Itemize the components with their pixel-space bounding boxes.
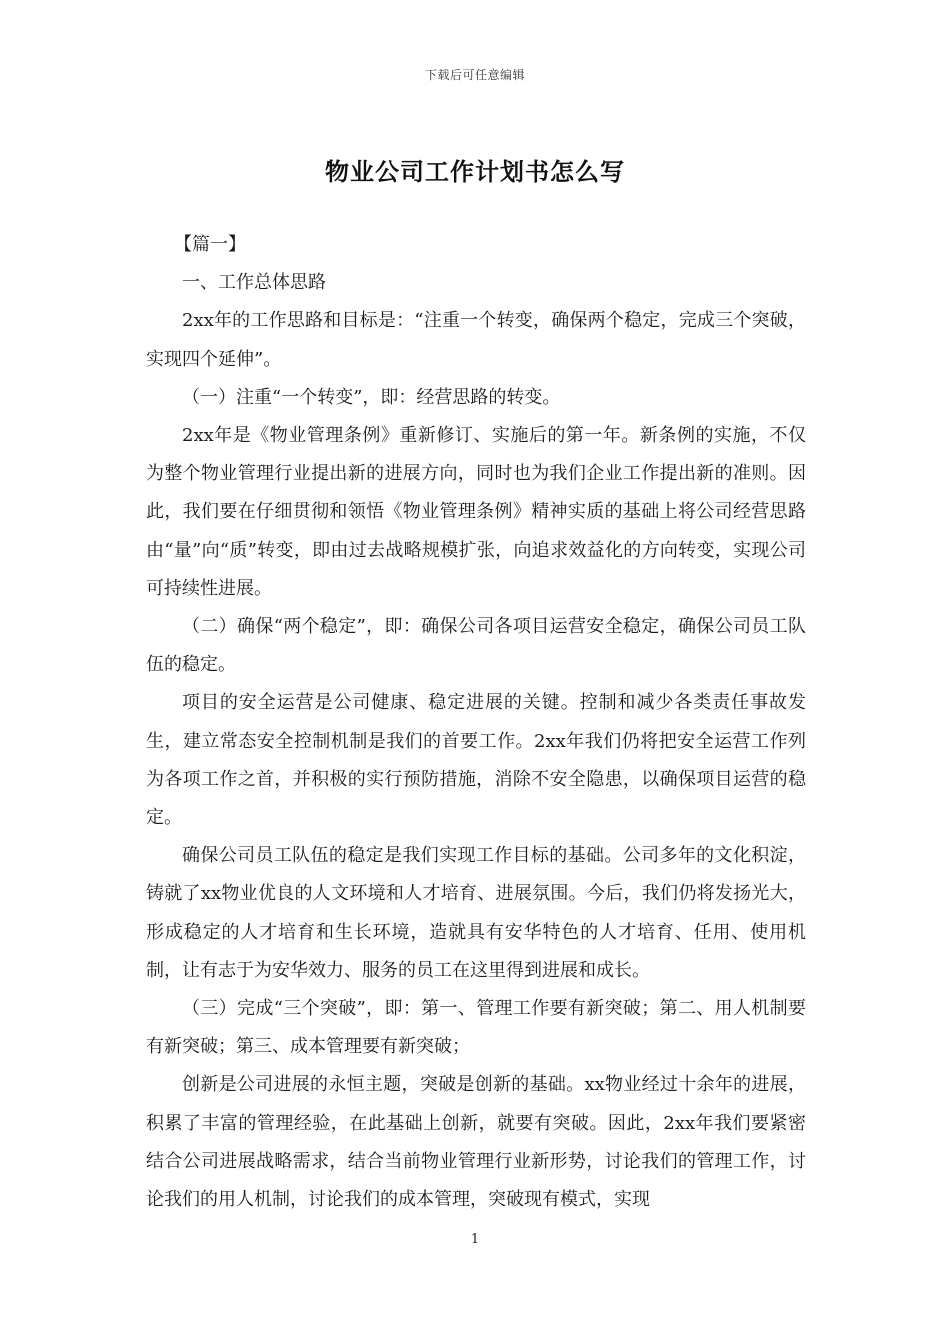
paragraph: 2xx年是《物业管理条例》重新修订、实施后的第一年。新条例的实施，不仅为整个物业管理行业提出新的进展方向，同时也为我们企业工作提出新的准则。因此，我们要在仔细贯彻和领悟《物业管理条例》精神实质的基础上将公司经营思路由“量”向“质”转变，即由过去战略规模扩张，向追求效益化的方向转变，实现公司可持续性进展。 [146,425,806,599]
subheading-two-stabilities: （二）确保“两个稳定”，即：确保公司各项目运营安全稳定，确保公司员工队伍的稳定。 [146,616,806,676]
page-number: 1 [470,1232,480,1247]
document-body [146,226,806,1219]
paragraph: 创新是公司进展的永恒主题，突破是创新的基础。xx物业经过十余年的进展，积累了丰富的管理经验，在此基础上创新，就要有突破。因此，2xx年我们要紧密结合公司进展战略需求，结合当前物业管理行业新形势，讨论我们的管理工作，讨论我们的用人机制，讨论我们的成本管理，突破现有模式，实现 [146,1074,806,1211]
subheading-three-breakthroughs: （三）完成“三个突破”，即：第一、管理工作要有新突破；第二、用人机制要有新突破；第三、成本管理要有新突破； [146,998,806,1058]
heading-overall-approach: 一、工作总体思路 [182,272,326,294]
header-note: 下载后可任意编辑 [424,68,525,82]
section-marker: 【篇一】 [174,234,246,255]
paragraph: 项目的安全运营是公司健康、稳定进展的关键。控制和减少各类责任事故发生，建立常态安全控制机制是我们的首要工作。2xx年我们仍将把安全运营工作列为各项工作之首，并积极的实行预防措施，消除不安全隐患，以确保项目运营的稳定。 [146,692,806,829]
subheading-one-change: （一）注重“一个转变”，即：经营思路的转变。 [182,386,561,408]
document-title: 物业公司工作计划书怎么写 [325,157,625,186]
paragraph: 2xx年的工作思路和目标是：“注重一个转变，确保两个稳定，完成三个突破，实现四个延伸”。 [146,310,806,370]
paragraph: 确保公司员工队伍的稳定是我们实现工作目标的基础。公司多年的文化积淀，铸就了xx物业优良的人文环境和人才培育、进展氛围。今后，我们仍将发扬光大，形成稳定的人才培育和生长环境，造就具有安华特色的人才培育、任用、使用机制，让有志于为安华效力、服务的员工在这里得到进展和成长。 [146,845,806,981]
